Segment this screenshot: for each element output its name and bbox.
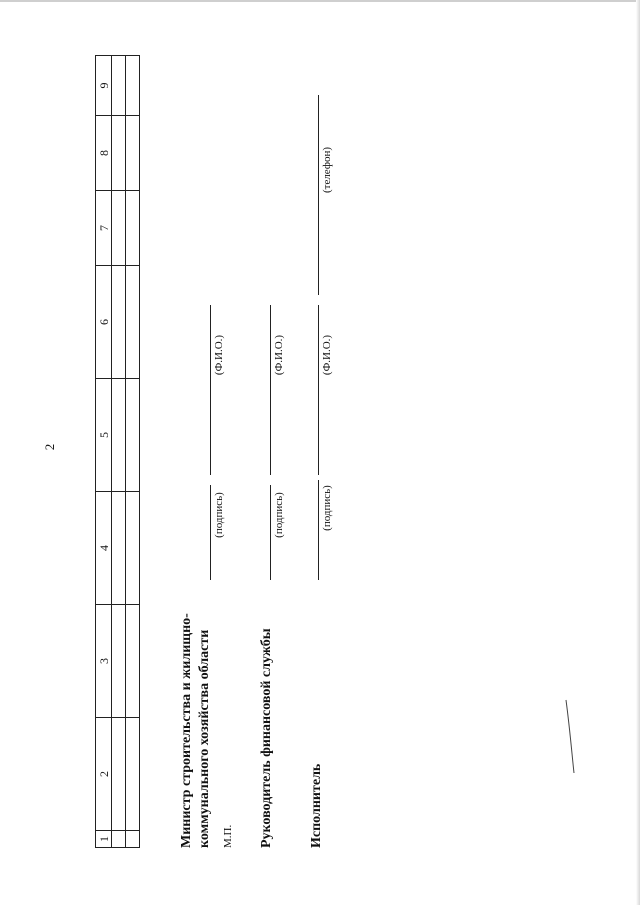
finance-head-name-caption: (Ф.И.О.) xyxy=(273,334,285,376)
column-number: 2 xyxy=(96,718,112,831)
table-cell xyxy=(126,492,140,605)
minister-title-line1: Министр строительства и жилищно- xyxy=(179,613,194,848)
column-number: 9 xyxy=(96,56,112,116)
finance-head-signature-line xyxy=(270,485,271,580)
page-number: 2 xyxy=(42,443,57,451)
executor-signature-line xyxy=(318,480,319,580)
executor-title: Исполнитель xyxy=(309,763,324,848)
table-header-row xyxy=(96,56,112,848)
table-cell xyxy=(126,605,140,718)
executor-name-caption: (Ф.И.О.) xyxy=(321,334,333,376)
minister-title-line2: коммунального хозяйства области xyxy=(197,629,212,848)
table-cell xyxy=(126,266,140,379)
table-cell xyxy=(112,191,126,266)
table-cell xyxy=(112,56,126,116)
executor-name-line xyxy=(318,305,319,475)
table-cell xyxy=(112,266,126,379)
column-number: 8 xyxy=(96,116,112,191)
table-cell xyxy=(112,379,126,492)
table-cell xyxy=(112,492,126,605)
column-number: 4 xyxy=(96,492,112,605)
executor-signature-caption: (подпись) xyxy=(321,485,333,531)
scan-artifact-stroke xyxy=(560,695,580,775)
data-table xyxy=(95,55,140,848)
column-number: 1 xyxy=(96,831,112,848)
column-number: 7 xyxy=(96,191,112,266)
table-cell xyxy=(112,116,126,191)
table-cell xyxy=(126,718,140,831)
executor-phone-line xyxy=(318,95,319,295)
stamp-placeholder: М.П. xyxy=(222,824,234,848)
table-cell xyxy=(112,605,126,718)
minister-signature-caption: (подпись) xyxy=(213,492,225,538)
column-number: 3 xyxy=(96,605,112,718)
column-number: 6 xyxy=(96,266,112,379)
table-cell xyxy=(126,56,140,116)
minister-name-caption: (Ф.И.О.) xyxy=(213,334,225,376)
table-cell xyxy=(126,831,140,848)
table-cell xyxy=(126,191,140,266)
minister-signature-line xyxy=(210,485,211,580)
finance-head-name-line xyxy=(270,305,271,475)
table-row xyxy=(112,56,126,848)
executor-phone-caption: (телефон) xyxy=(321,146,333,194)
column-number: 5 xyxy=(96,379,112,492)
minister-name-line xyxy=(210,305,211,475)
table-cell xyxy=(112,831,126,848)
finance-head-signature-caption: (подпись) xyxy=(273,492,285,538)
table-cell xyxy=(112,718,126,831)
finance-head-title: Руководитель финансовой службы xyxy=(259,628,274,848)
table-cell xyxy=(126,116,140,191)
table-row xyxy=(126,56,140,848)
table-cell xyxy=(126,379,140,492)
